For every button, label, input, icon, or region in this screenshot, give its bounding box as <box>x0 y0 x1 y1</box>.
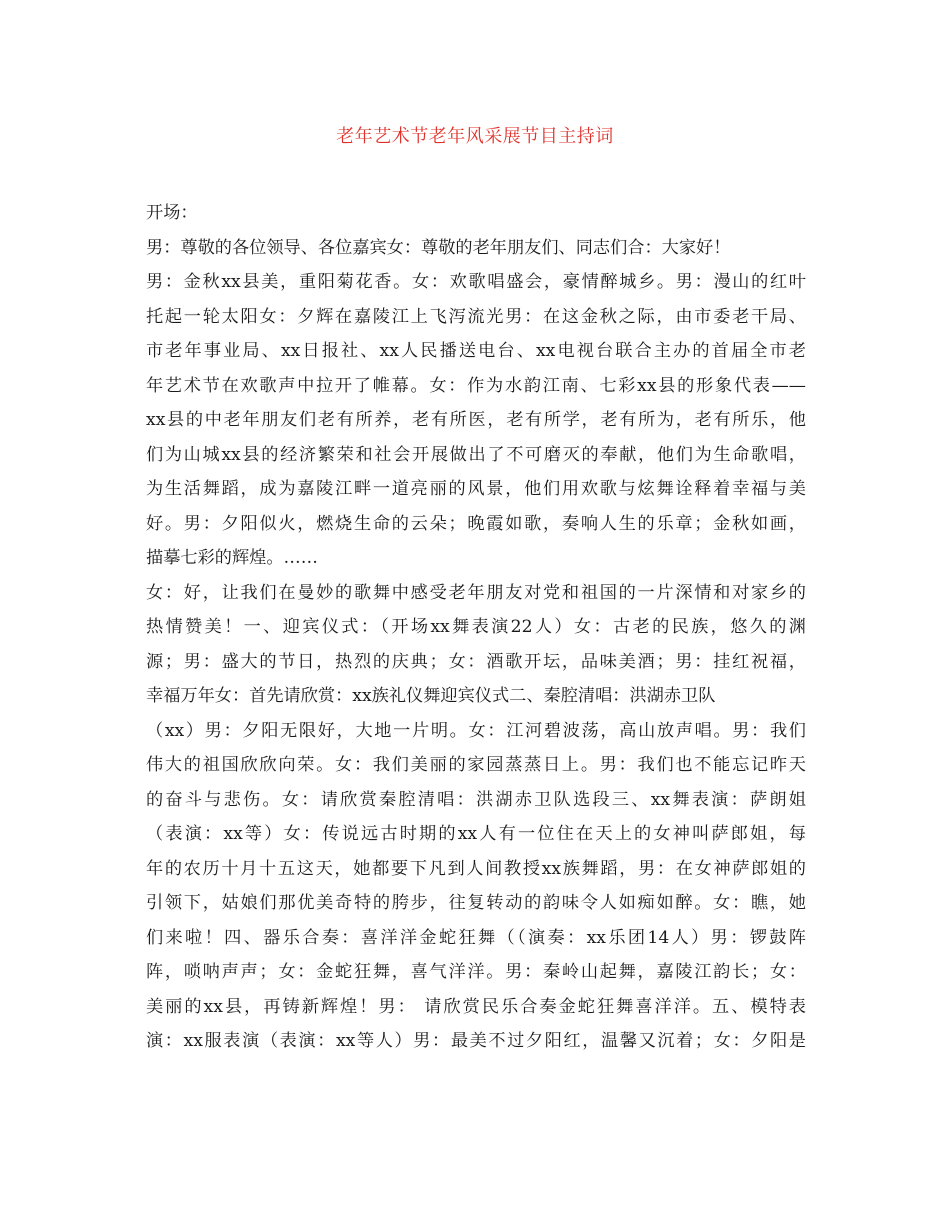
text-line: 源；男：盛大的节日，热烈的庆典；女：酒歌开坛，品味美酒；男：挂红祝福， <box>146 651 806 672</box>
text-line: 的奋斗与悲伤。女：请欣赏秦腔清唱：洪湖赤卫队选段三、xx舞表演：萨朗姐 <box>146 789 806 810</box>
text-line: 市老年事业局、xx日报社、xx人民播送电台、xx电视台联合主办的首届全市老 <box>146 341 806 361</box>
text-line: 幸福万年女：首先请欣赏：xx族礼仪舞迎宾仪式二、秦腔清唱：洪湖赤卫队 <box>146 686 716 706</box>
text-line: 年的农历十月十五这天，她都要下凡到人间教授xx族舞蹈，男：在女神萨郎姐的 <box>146 858 806 879</box>
text-line: 托起一轮太阳女：夕辉在嘉陵江上飞泻流光男：在这金秋之际，由市委老干局、 <box>146 306 806 327</box>
document-title: 老年艺术节老年风采展节目主持词 <box>336 126 614 147</box>
text-line: 阵，唢呐声声；女：金蛇狂舞，喜气洋洋。男：秦岭山起舞，嘉陵江韵长；女： <box>146 962 806 982</box>
text-line: 描摹七彩的辉煌。…… <box>146 548 318 568</box>
text-line: 伟大的祖国欣欣向荣。女：我们美丽的家园蒸蒸日上。男：我们也不能忘记昨天 <box>146 755 806 775</box>
text-line: 开场： <box>146 203 198 223</box>
document-body <box>146 196 806 1059</box>
text-line: 们为山城xx县的经济繁荣和社会开展做出了不可磨灭的奉献，他们为生命歌唱， <box>146 444 806 465</box>
text-line: 热情赞美！一、迎宾仪式：（开场xx舞表演22人）女：古老的民族，悠久的渊 <box>146 617 806 637</box>
text-line: 男：金秋xx县美，重阳菊花香。女：欢歌唱盛会，豪情醉城乡。男：漫山的红叶 <box>146 272 806 292</box>
text-line: 为生活舞蹈，成为嘉陵江畔一道亮丽的风景，他们用欢歌与炫舞诠释着幸福与美 <box>146 479 806 499</box>
text-line: 女：好，让我们在曼妙的歌舞中感受老年朋友对党和祖国的一片深情和对家乡的 <box>146 582 806 603</box>
text-line: 年艺术节在欢歌声中拉开了帷幕。女：作为水韵江南、七彩xx县的形象代表—— <box>146 375 806 396</box>
text-line: xx县的中老年朋友们老有所养，老有所医，老有所学，老有所为，老有所乐，他 <box>146 410 806 430</box>
text-line: （xx）男：夕阳无限好，大地一片明。女：江河碧波荡，高山放声唱。男：我们 <box>146 720 806 741</box>
text-line: 引领下，姑娘们那优美奇特的胯步，往复转动的韵味令人如痴如醉。女：瞧，她 <box>146 893 806 913</box>
text-line: 美丽的xx县，再铸新辉煌！男： 请欣赏民乐合奏金蛇狂舞喜洋洋。五、模特表 <box>146 996 806 1017</box>
text-line: 好。男：夕阳似火，燃烧生命的云朵；晚霞如歌，奏响人生的乐章；金秋如画， <box>146 513 806 534</box>
text-line: （表演：xx等）女：传说远古时期的xx人有一位住在天上的女神叫萨郎姐，每 <box>146 824 806 844</box>
text-line: 男：尊敬的各位领导、各位嘉宾女：尊敬的老年朋友们、同志们合：大家好！ <box>146 237 731 258</box>
text-line: 们来啦！四、器乐合奏：喜洋洋金蛇狂舞（（演奏：xx乐团14人）男：锣鼓阵 <box>146 927 806 948</box>
text-line: 演：xx服表演（表演：xx等人）男：最美不过夕阳红，温馨又沉着；女：夕阳是 <box>146 1031 806 1051</box>
